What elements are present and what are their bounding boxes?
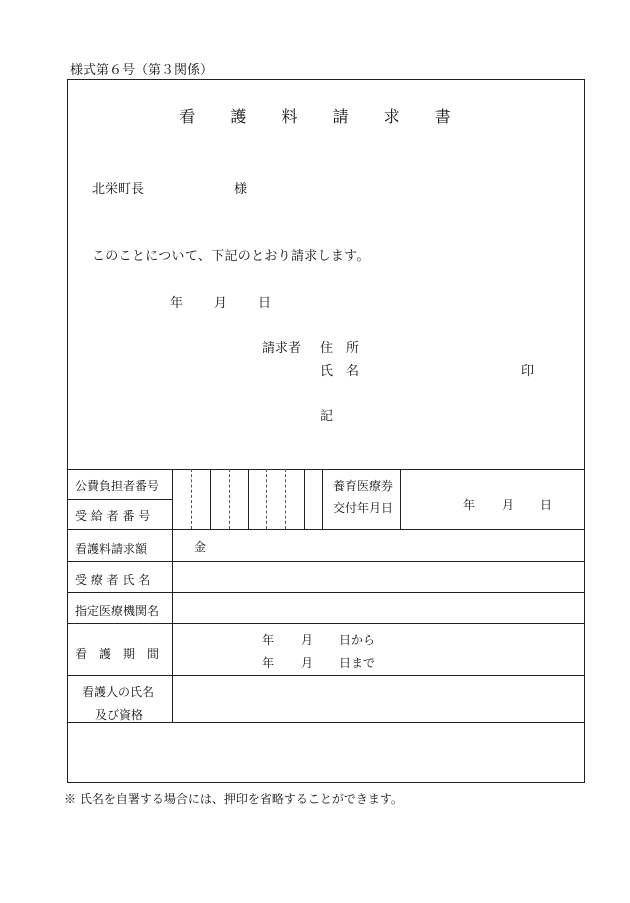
form-number: 様式第６号（第３関係） <box>70 63 214 78</box>
ticket-year-label: 年 <box>463 498 476 512</box>
title-char: 求 <box>383 107 400 126</box>
table-rule <box>67 561 585 562</box>
table-rule <box>67 623 585 624</box>
date-month-label: 月 <box>214 296 228 311</box>
nurse-qualification-label: 及び資格 <box>95 708 144 722</box>
table-rule <box>67 592 585 593</box>
requester-label: 請求者 <box>262 341 302 356</box>
digit-divider <box>229 469 230 529</box>
title-char: 料 <box>281 107 298 126</box>
table-rule <box>67 722 585 723</box>
ticket-divider <box>400 469 401 529</box>
digit-divider <box>304 469 305 529</box>
digit-divider <box>322 469 323 529</box>
nursing-fee-amount-label: 看護料請求額 <box>75 542 148 556</box>
nursing-period-label: 看 護 期 間 <box>75 647 160 661</box>
seal-label: 印 <box>521 364 535 379</box>
digit-divider <box>266 469 267 529</box>
form-title <box>0 104 630 127</box>
form-frame <box>67 79 585 783</box>
digit-divider <box>285 469 286 529</box>
period-to-month: 月 <box>301 656 314 670</box>
footnote: ※ 氏名を自署する場合には、押印を省略することができます。 <box>64 792 403 806</box>
period-from-day: 日から <box>339 633 376 647</box>
designated-institution-label: 指定医療機関名 <box>75 604 160 618</box>
patient-name-label: 受 療 者 氏 名 <box>75 573 151 587</box>
digit-divider <box>191 469 192 529</box>
table-top-rule <box>67 469 585 470</box>
date-day-label: 日 <box>258 296 272 311</box>
address-label: 住 所 <box>320 341 360 356</box>
nurse-name-label: 看護人の氏名 <box>82 685 155 699</box>
title-char: 請 <box>332 107 349 126</box>
table-rule <box>67 529 585 530</box>
request-statement: このことについて、下記のとおり請求します。 <box>92 249 370 264</box>
ticket-month-label: 月 <box>502 498 515 512</box>
title-char: 護 <box>230 107 247 126</box>
medical-ticket-label: 養育医療券 <box>333 479 394 493</box>
period-from-year: 年 <box>262 633 275 647</box>
public-burden-no-label: 公費負担者番号 <box>75 479 160 493</box>
period-from-month: 月 <box>301 633 314 647</box>
addressee: 北栄町長 <box>92 182 145 197</box>
amount-prefix: 金 <box>194 540 207 554</box>
name-label: 氏 名 <box>320 364 360 379</box>
ticket-day-label: 日 <box>540 498 553 512</box>
table-rule <box>67 499 172 500</box>
period-to-day: 日まで <box>339 656 376 670</box>
period-to-year: 年 <box>262 656 275 670</box>
title-char: 看 <box>179 107 196 126</box>
recipient-no-label: 受 給 者 番 号 <box>75 509 151 523</box>
addressee-honorific: 様 <box>234 182 248 197</box>
date-year-label: 年 <box>170 296 184 311</box>
ticket-issue-date-label: 交付年月日 <box>333 501 394 515</box>
digit-divider <box>248 469 249 529</box>
table-label-divider <box>172 469 173 722</box>
digit-divider <box>210 469 211 529</box>
table-rule <box>67 675 585 676</box>
title-char: 書 <box>434 107 451 126</box>
ki-label: 記 <box>320 409 334 424</box>
